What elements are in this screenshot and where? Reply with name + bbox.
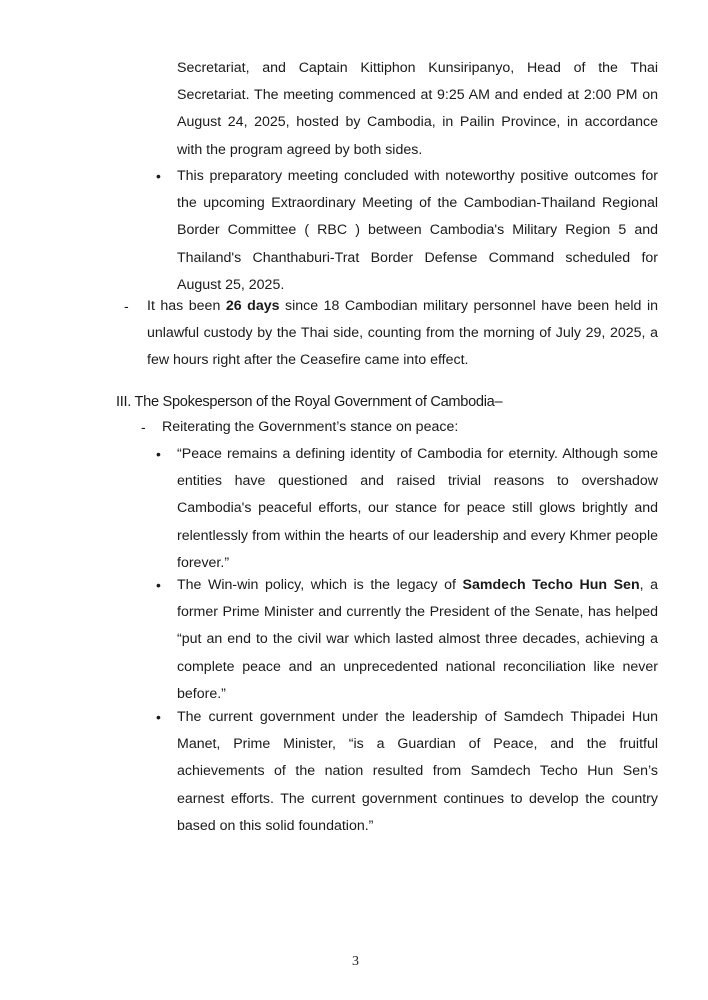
hun-sen-name: Samdech Techo Hun Sen: [462, 577, 640, 593]
custody-prefix: It has been: [147, 298, 226, 314]
peace-stance-dash-item: Reiterating the Government’s stance on peace:: [162, 419, 459, 435]
bullet-marker: •: [156, 168, 161, 184]
page-number: 3: [352, 954, 359, 969]
bullet-marker: •: [156, 709, 161, 725]
days-count: 26 days: [225, 298, 280, 314]
win-win-policy-bullet: [177, 572, 658, 708]
section-heading: III. The Spokesperson of the Royal Government of Cambodia–: [116, 394, 503, 410]
bullet-marker: •: [156, 446, 161, 462]
win-win-prefix: The Win-win policy, which is the legacy of: [177, 577, 463, 593]
peace-quote-bullet: “Peace remains a defining identity of Cambodia for eternity. Although some entities have questioned and raised trivial reasons to overshadow Cambodia's peaceful efforts, our stance for peace still glows brightly and relentlessly from within the hearts of our leadership and every Khmer people forever.”: [177, 446, 658, 571]
continuation-paragraph: Secretariat, and Captain Kittiphon Kunsiripanyo, Head of the Thai Secretariat. The meeting commenced at 9:25 AM and ended at 2:00 PM on August 24, 2025, hosted by Cambodia, in Pailin Province, in accordance with the program agreed by both sides.: [177, 60, 658, 158]
dash-marker: -: [124, 298, 129, 314]
custody-suffix: since 18 Cambodian military personnel have been held in unlawful custody by the Thai side, counting from the morning of July 29, 2025, a few hours right after the Ceasefire came into effect.: [147, 298, 658, 369]
dash-marker: -: [141, 419, 146, 435]
custody-dash-item: [147, 293, 658, 375]
win-win-suffix: , a former Prime Minister and currently the President of the Senate, has helped “put an end to the civil war which lasted almost three decades, achieving a complete peace and an unprecedented national reconciliation like never before.”: [177, 577, 658, 702]
current-government-bullet: The current government under the leadership of Samdech Thipadei Hun Manet, Prime Minister, “is a Guardian of Peace, and the fruitful achievements of the nation resulted from Samdech Techo Hun Sen’s earnest efforts. The current government continues to develop the country based on this solid foundation.”: [177, 709, 658, 834]
preparatory-meeting-bullet: This preparatory meeting concluded with noteworthy positive outcomes for the upcoming Extraordinary Meeting of the Cambodian-Thailand Regional Border Committee ( RBC ) between Cambodia's Military Region 5 and Thailand's Chanthaburi-Trat Border Defense Command scheduled for August 25, 2025.: [177, 168, 658, 293]
bullet-marker: •: [156, 577, 161, 593]
